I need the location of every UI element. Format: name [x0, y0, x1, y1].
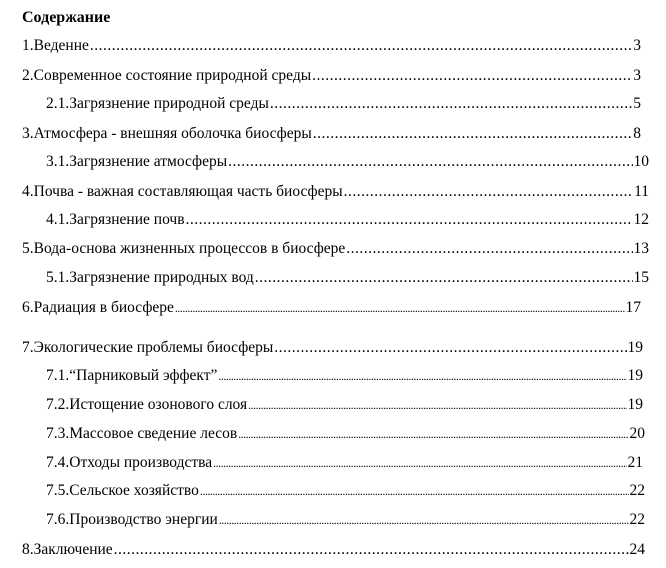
dot-leader — [219, 510, 629, 530]
toc-entry-page: 21 — [627, 454, 643, 471]
toc-entry[interactable] — [46, 481, 645, 501]
toc-entry-label: 8.Заключение — [22, 541, 113, 558]
dot-leader — [218, 366, 626, 386]
toc-entry[interactable] — [46, 152, 649, 172]
toc-entry[interactable] — [46, 268, 649, 288]
dot-leader — [175, 298, 625, 318]
toc-entry[interactable] — [22, 298, 641, 318]
toc-entry[interactable] — [46, 366, 643, 386]
dot-leader — [186, 210, 633, 230]
dot-leader — [312, 66, 632, 86]
toc-entry[interactable] — [46, 453, 643, 473]
dot-leader — [270, 94, 632, 114]
toc-entry[interactable] — [22, 540, 645, 560]
toc-entry-page: 8 — [633, 125, 641, 142]
toc-entry[interactable] — [46, 510, 645, 530]
dot-leader — [213, 453, 626, 473]
toc-entry-page: 19 — [627, 339, 643, 356]
toc-entry[interactable] — [46, 210, 649, 230]
toc-entry-label: 7.Экологические проблемы биосферы — [22, 339, 274, 356]
toc-entry[interactable] — [22, 36, 641, 56]
dot-leader — [346, 239, 632, 259]
dot-leader — [200, 481, 629, 501]
dot-leader — [255, 268, 633, 288]
toc-entry-page: 11 — [634, 183, 649, 200]
toc-entry-label: 5.1.Загрязнение природных вод — [46, 269, 254, 286]
toc-entry-label: 2.1.Загрязнение природной среды — [46, 95, 269, 112]
toc-entry-page: 10 — [633, 153, 649, 170]
toc-entry-label: 4.1.Загрязнение почв — [46, 211, 185, 228]
toc-entry-label: 6.Радиация в биосфере — [22, 299, 174, 316]
toc-entry[interactable] — [22, 338, 643, 358]
toc-entry-page: 19 — [627, 367, 643, 384]
dot-leader — [344, 182, 633, 202]
toc-entry-page: 24 — [629, 541, 645, 558]
toc-entry-label: 7.3.Массовое сведение лесов — [46, 425, 238, 442]
toc-entry-page: 22 — [629, 482, 645, 499]
dot-leader — [274, 338, 626, 358]
toc-entry[interactable] — [22, 239, 649, 259]
toc-title: Содержание — [22, 9, 111, 26]
toc-entry-page: 12 — [633, 211, 649, 228]
toc-entry-label: 7.1.“Парниковый эффект” — [46, 367, 218, 384]
toc-entry-label: 7.2.Истощение озонового слоя — [46, 396, 248, 413]
toc-entry-page: 5 — [633, 95, 641, 112]
toc-entry[interactable] — [46, 395, 643, 415]
dot-leader — [114, 540, 629, 560]
toc-entry-page: 15 — [633, 269, 649, 286]
toc-entry-label: 7.4.Отходы производства — [46, 454, 213, 471]
dot-leader — [90, 36, 632, 56]
dot-leader — [238, 424, 628, 444]
toc-entry-label: 7.5.Сельское хозяйство — [46, 482, 199, 499]
dot-leader — [248, 395, 626, 415]
toc-entry-label: 2.Современное состояние природной среды — [22, 67, 312, 84]
dot-leader — [228, 152, 632, 172]
toc-entry[interactable] — [46, 424, 645, 444]
toc-entry-page: 20 — [629, 425, 645, 442]
toc-entry-page: 22 — [629, 511, 645, 528]
toc-entry-page: 3 — [633, 67, 641, 84]
toc-entry-page: 19 — [627, 396, 643, 413]
toc-entry-page: 17 — [625, 299, 641, 316]
toc-entry-label: 3.1.Загрязнение атмосферы — [46, 153, 228, 170]
dot-leader — [313, 124, 633, 144]
toc-entry[interactable] — [22, 66, 641, 86]
toc-entry[interactable] — [22, 124, 641, 144]
toc-entry[interactable] — [22, 182, 649, 202]
toc-entry[interactable] — [46, 94, 641, 114]
toc-entry-label: 5.Вода-основа жизненных процессов в биосфере — [22, 240, 346, 257]
toc-entry-page: 13 — [633, 240, 649, 257]
toc-entry-label: 7.6.Производство энергии — [46, 511, 218, 528]
toc-entry-label: 1.Веденне — [22, 37, 89, 54]
toc-entry-page: 3 — [633, 37, 641, 54]
toc-entry-label: 4.Почва - важная составляющая часть биосферы — [22, 183, 343, 200]
toc-entry-label: 3.Атмосфера - внешняя оболочка биосферы — [22, 125, 312, 142]
